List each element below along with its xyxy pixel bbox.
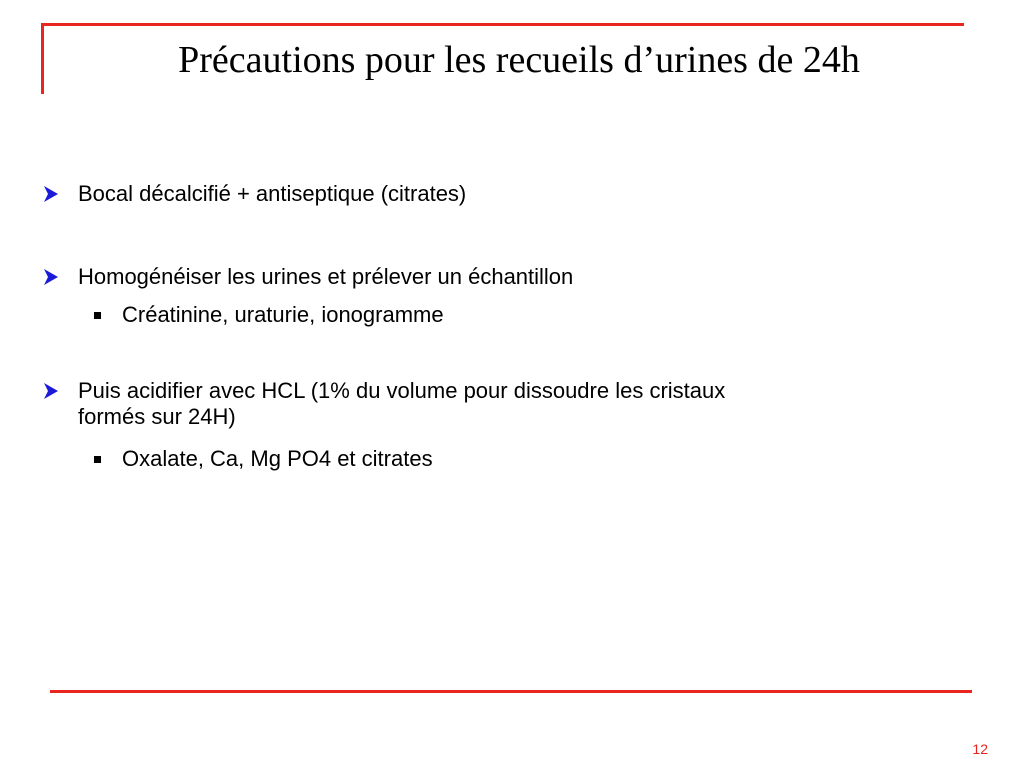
arrow-bullet-icon <box>42 382 60 400</box>
page-number: 12 <box>972 741 988 757</box>
square-bullet-icon <box>94 456 101 463</box>
arrow-bullet-icon <box>42 268 60 286</box>
bullet-item-2 <box>78 264 958 290</box>
square-bullet-icon <box>94 312 101 319</box>
bullet-text: Bocal décalcifié + antiseptique (citrates) <box>78 181 467 206</box>
bullet-item-1 <box>78 181 958 207</box>
sub-bullet-item-1 <box>122 302 962 328</box>
footer-line <box>50 690 972 693</box>
bullet-text-line-1: Puis acidifier avec HCL (1% du volume pour dissoudre les cristaux <box>78 378 726 403</box>
bullet-text: Homogénéiser les urines et prélever un échantillon <box>78 264 574 289</box>
bullet-text-line-2: formés sur 24H) <box>78 404 236 429</box>
slide-title: Précautions pour les recueils d’urines de 24h <box>178 39 860 81</box>
sub-bullet-item-2 <box>122 446 962 472</box>
arrow-bullet-icon <box>42 185 60 203</box>
sub-bullet-text: Oxalate, Ca, Mg PO4 et citrates <box>122 446 433 471</box>
sub-bullet-text: Créatinine, uraturie, ionogramme <box>122 302 444 327</box>
bullet-item-3 <box>78 378 958 430</box>
